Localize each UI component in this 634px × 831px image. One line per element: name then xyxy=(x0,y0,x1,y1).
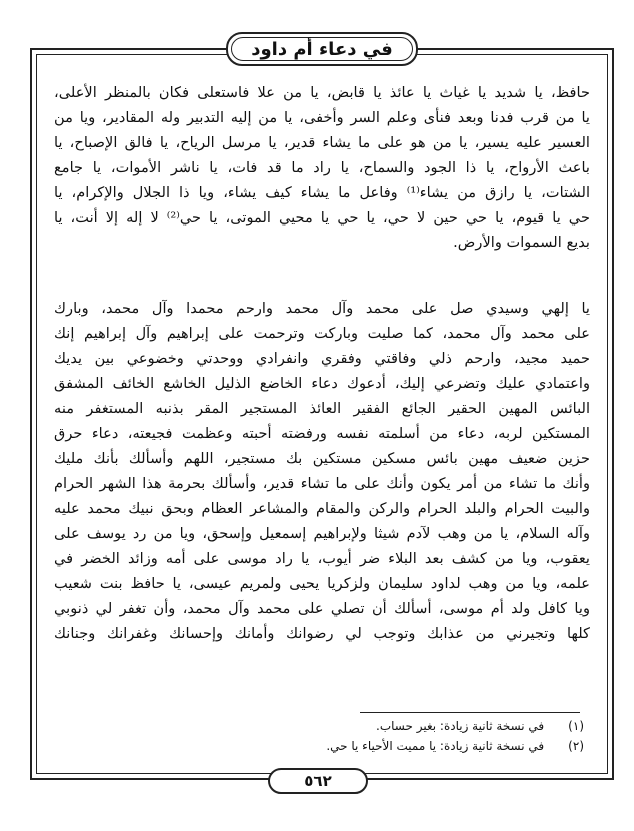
footnote-item xyxy=(60,716,584,736)
text-line: حي يا قيوم، يا حي حين لا حي، يا حي يا محيي الموتى، يا حي⁽²⁾ لا إله إلا أنت، يا xyxy=(54,209,590,226)
paragraph-2 xyxy=(54,296,590,646)
text-line: وآله السلام، يا من وهب لآدم شيثا ولإبراهيم إسمعيل وإسحق، ويا من رد يوسف على xyxy=(54,525,590,542)
chapter-title: في دعاء أم داود xyxy=(251,38,393,60)
page-number: ٥٦٢ xyxy=(304,772,332,790)
text-line: يعقوب، ويا من كشف بعد البلاء ضر أيوب، يا راد موسى على أمه وزائد الخضر في xyxy=(54,550,590,567)
text-line: بديع السموات والأرض. xyxy=(453,234,590,251)
text-line: باعث الأرواح، يا ذا الجود والسماح، يا راد ما قد فات، يا ناشر الأموات، يا جامع xyxy=(54,159,590,176)
text-line: علمه، ويا من وهب لداود سليمان ولزكريا يحيى ولمريم عيسى، يا حافظ بنت شعيب xyxy=(54,575,590,592)
footnote-divider xyxy=(360,712,580,713)
text-line: يا من قرب فدنا وبعد فنأى وعلم السر وأخفى، يا من إليه التدبير وله المقادير، ويا من xyxy=(54,109,590,126)
text-line: البائس المهين الحقير الجائع الفقير العائذ المستجير المقر بذنبه المستغفر منه xyxy=(54,400,590,417)
text-line: ويا كافل ولد أم موسى، أسألك أن تصلي على محمد وآل محمد، وأن تغفر لي ذنوبي xyxy=(54,600,590,617)
text-line: المستكين لربه، دعاء من أسلمته نفسه ورفضته أحبته وعظمت فجيعته، دعاء حرق xyxy=(54,425,590,442)
footnote-number: (١) xyxy=(568,719,584,733)
footnote-number: (٢) xyxy=(568,739,584,753)
text-line: والبيت الحرام والبلد الحرام والركن والمقام والمشاعر العظام وبحق نبيك محمد عليه xyxy=(54,500,590,517)
text-line: واعتمادي عليك وتضرعي إليك، أدعوك دعاء الخاضع الذليل الخاشع الخائف المشفق xyxy=(54,375,590,392)
page-number-badge xyxy=(268,768,368,794)
text-line: حزين ضعيف مهين بائس مسكين مستكين بك مستجير، اللهم وأسألك بأنك مليك xyxy=(54,450,590,467)
footnotes xyxy=(60,716,584,756)
paragraph-1 xyxy=(54,80,590,255)
text-line: على محمد وآل محمد، كما صليت وباركت وترحمت على إبراهيم وآل إبراهيم إنك xyxy=(54,325,590,342)
text-line: يا إلهي وسيدي صل على محمد وآل محمد وارحم محمدا وآل محمد، وبارك xyxy=(54,300,590,317)
text-line: العسير عليه يسير، يا من هو على ما يشاء قدير، يا مرسل الرياح، يا فالق الإصباح، يا xyxy=(54,134,590,151)
footnote-text: في نسخة ثانية زيادة: يا مميت الأحياء يا حي. xyxy=(326,739,545,753)
text-line: كلها وتجيرني من عذابك وتوجب لي رضوانك وأمانك وإحسانك وغفرانك وجنانك xyxy=(54,625,590,642)
text-line: وأنك ما تشاء من أمر يكون وأنك على ما تشاء قدير، وأسألك بحرمة هذا الشهر الحرام xyxy=(54,475,590,492)
chapter-header xyxy=(226,32,418,66)
text-line: الشتات، يا رازق من يشاء⁽¹⁾ وفاعل ما يشاء كيف يشاء، ويا ذا الجلال والإكرام، يا xyxy=(54,184,590,201)
footnote-text: في نسخة ثانية زيادة: بغير حساب. xyxy=(376,719,545,733)
text-line: حافظ، يا شديد يا غياث يا عائذ يا قابض، يا من علا فاستعلى فكان بالمنظر الأعلى، xyxy=(54,84,590,101)
text-line: حميد مجيد، وارحم ذلي وفاقتي وفقري وانفرادي ووحدتي وخضوعي بين يديك xyxy=(54,350,590,367)
footnote-item xyxy=(60,736,584,756)
